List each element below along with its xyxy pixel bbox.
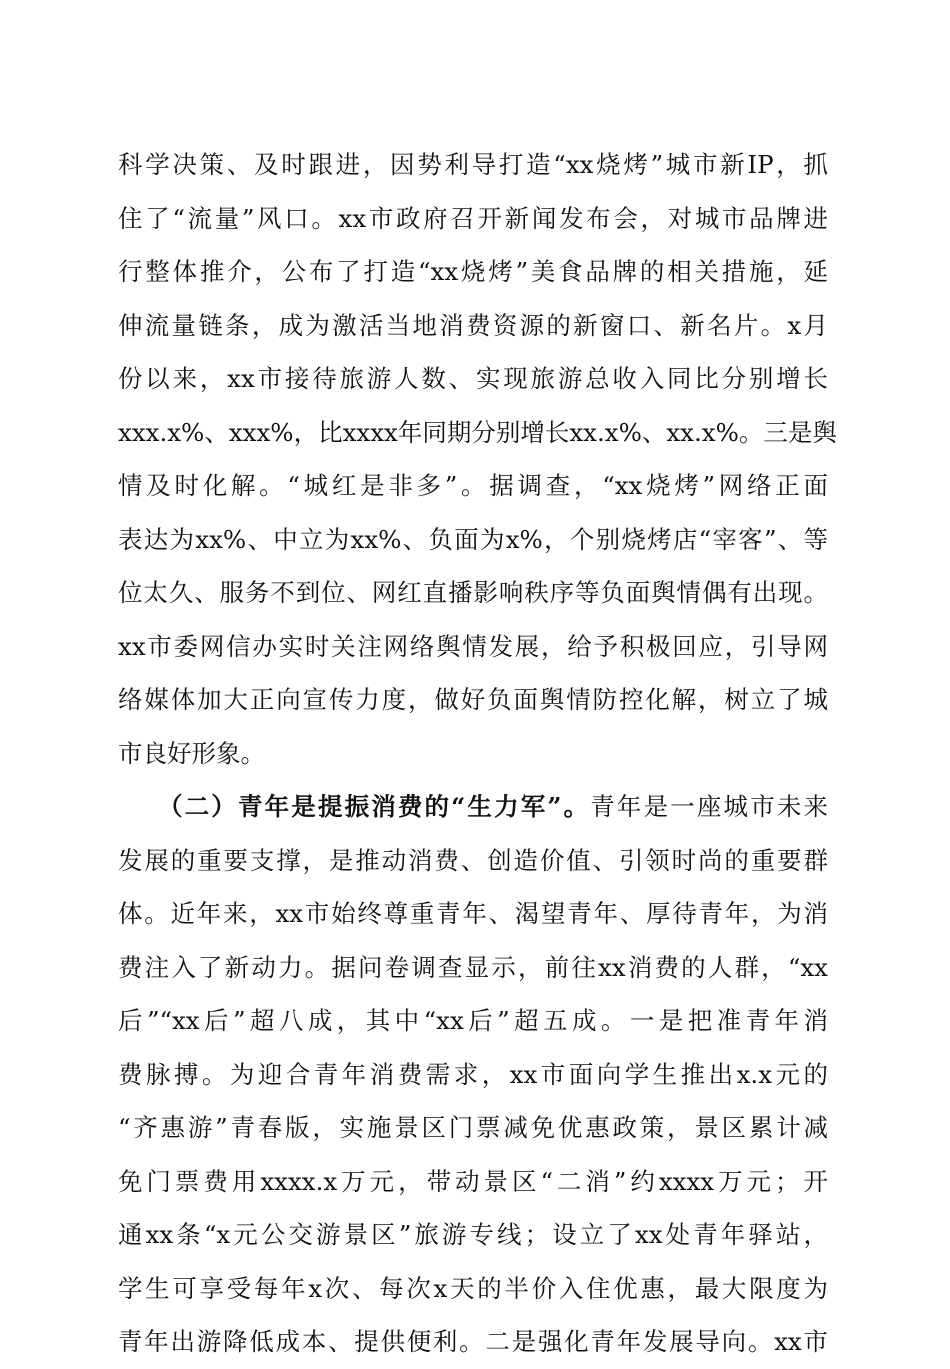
section-first-line-text: 青年是一座城市未来 <box>590 792 829 821</box>
paragraph-line: 住了“流量”风口。xx市政府召开新闻发布会，对城市品牌进 <box>118 203 828 233</box>
paragraph-line: 后”“xx后”超八成，其中“xx后”超五成。一是把准青年消 <box>118 1006 828 1035</box>
paragraph-line: 费脉搏。为迎合青年消费需求，xx市面向学生推出x.x元的 <box>118 1059 828 1089</box>
section-heading: （二）青年是提振消费的“生力军”。 <box>158 792 591 821</box>
paragraph-line: 份以来，xx市接待旅游人数、实现旅游总收入同比分别增长 <box>118 364 828 393</box>
paragraph-line: 通xx条“x元公交游景区”旅游专线；设立了xx处青年驿站， <box>118 1220 828 1249</box>
paragraph-line: 免门票费用xxxx.x万元，带动景区“二消”约xxxx万元；开 <box>118 1166 828 1196</box>
section-first-line <box>118 780 828 834</box>
paragraph-line: xx市委网信办实时关注网络舆情发展，给予积极回应，引导网 <box>118 631 828 661</box>
paragraph-line: 络媒体加大正向宣传力度，做好负面舆情防控化解，树立了城 <box>118 685 828 714</box>
paragraph-line: 青年出游降低成本、提供便利。二是强化青年发展导向。xx市 <box>118 1327 828 1356</box>
paragraph-line: 科学决策、及时跟进，因势利导打造“xx烧烤”城市新IP，抓 <box>118 150 828 179</box>
paragraph-line: 学生可享受每年x次、每次x天的半价入住优惠，最大限度为 <box>118 1273 828 1303</box>
paragraph-line: 情及时化解。“城红是非多”。据调查，“xx烧烤”网络正面 <box>118 471 828 500</box>
paragraph-line: 伸流量链条，成为激活当地消费资源的新窗口、新名片。x月 <box>118 310 828 340</box>
paragraph-line: 费注入了新动力。据问卷调查显示，前往xx消费的人群，“xx <box>118 952 828 982</box>
paragraph-line: xxx.x%、xxx%，比xxxx年同期分别增长xx.x%、xx.x%。三是舆 <box>118 417 837 447</box>
body-text <box>118 138 837 1369</box>
paragraph-line: 表达为xx%、中立为xx%、负面为x%，个别烧烤店“宰客”、等 <box>118 524 828 554</box>
paragraph-line: 体。近年来，xx市始终尊重青年、渴望青年、厚待青年，为消 <box>118 899 828 928</box>
paragraph-line: “齐惠游”青春版，实施景区门票减免优惠政策，景区累计减 <box>118 1113 828 1142</box>
paragraph-line: 发展的重要支撑，是推动消费、创造价值、引领时尚的重要群 <box>118 845 828 875</box>
paragraph-line: 行整体推介，公布了打造“xx烧烤”美食品牌的相关措施，延 <box>118 257 828 286</box>
paragraph-line: 位太久、服务不到位、网红直播影响秩序等负面舆情偶有出现。 <box>118 578 828 607</box>
paragraph-line: 市良好形象。 <box>118 738 265 768</box>
